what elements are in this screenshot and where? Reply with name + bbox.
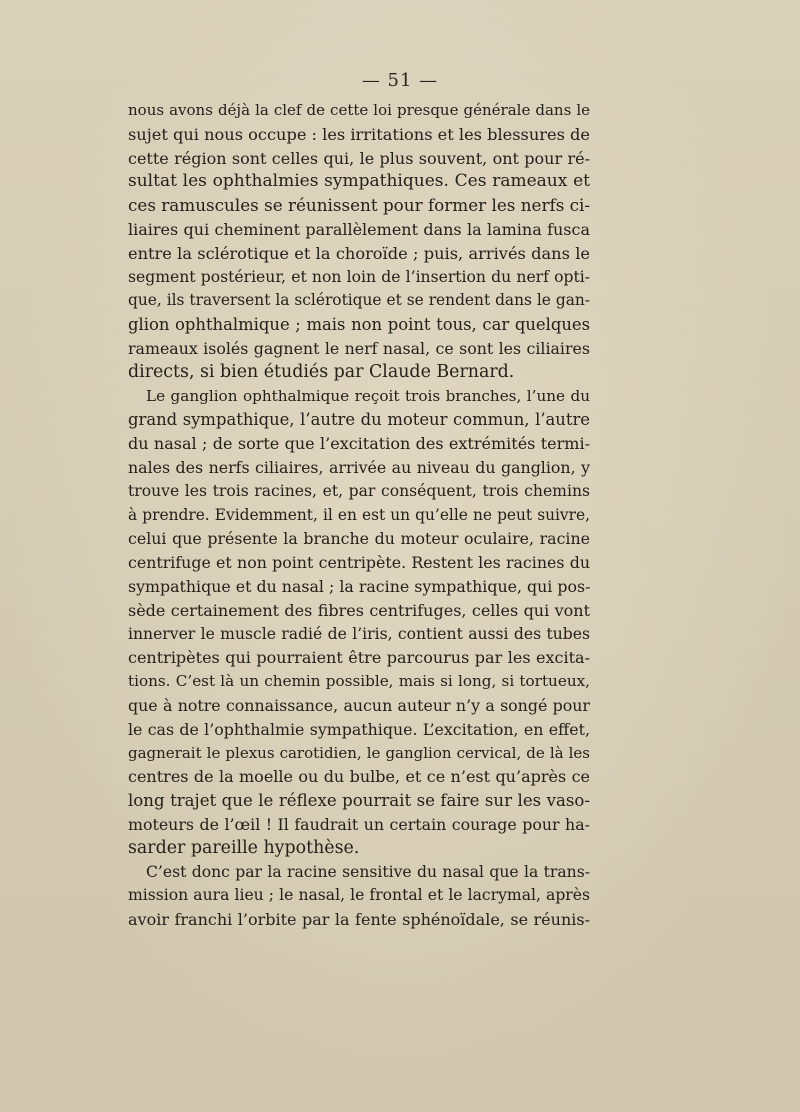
text-line: C’est donc par la racine sensitive du nasal que la trans- bbox=[146, 862, 590, 881]
text-line: glion ophthalmique ; mais non point tous, car quelques bbox=[128, 315, 590, 335]
text-line: le cas de l’ophthalmie sympathique. L’excitation, en effet, bbox=[128, 719, 590, 739]
text-line: long trajet que le réflexe pourrait se faire sur les vaso- bbox=[128, 791, 590, 811]
text-line: cette région sont celles qui, le plus souvent, ont pour ré- bbox=[128, 148, 590, 168]
text-line: que à notre connaissance, aucun auteur n’y a songé pour bbox=[128, 695, 590, 715]
text-line: innerver le muscle radié de l’iris, contient aussi des tubes bbox=[128, 624, 590, 643]
text-line: sultat les ophthalmies sympathiques. Ces rameaux et bbox=[128, 171, 590, 192]
text-line: avoir franchi l’orbite par la fente sphénoïdale, se réunis- bbox=[128, 910, 590, 930]
text-line: ces ramuscules se réunissent pour former les nerfs ci- bbox=[128, 195, 591, 216]
text-line: sujet qui nous occupe : les irritations et les blessures de bbox=[128, 124, 590, 144]
text-line: centres de la moelle ou du bulbe, et ce n’est qu’après ce bbox=[128, 767, 590, 787]
text-line: du nasal ; de sorte que l’excitation des extrémités termi- bbox=[128, 434, 590, 454]
text-line: sympathique et du nasal ; la racine sympathique, qui pos- bbox=[128, 576, 591, 596]
text-line: sarder pareille hypothèse. bbox=[128, 837, 360, 858]
text-line: sède certainement des fibres centrifuges, celles qui vont bbox=[128, 600, 590, 620]
text-line: entre la sclérotique et la choroïde ; puis, arrivés dans le bbox=[128, 243, 590, 263]
text-line: que, ils traversent la sclérotique et se rendent dans le gan- bbox=[128, 291, 590, 310]
text-line: à prendre. Evidemment, il en est un qu’elle ne peut suivre, bbox=[128, 505, 590, 524]
text-line: celui que présente la branche du moteur oculaire, racine bbox=[128, 529, 590, 549]
text-line: moteurs de l’œil ! Il faudrait un certain courage pour ha- bbox=[128, 814, 590, 834]
text-line: centrifuge et non point centripète. Restent les racines du bbox=[128, 553, 590, 573]
text-line: trouve les trois racines, et, par conséquent, trois chemins bbox=[128, 481, 590, 500]
text-line: rameaux isolés gagnent le nerf nasal, ce sont les ciliaires bbox=[128, 338, 590, 358]
text-line: nous avons déjà la clef de cette loi presque générale dans le bbox=[128, 101, 590, 119]
text-line: centripètes qui pourraient être parcourus par les excita- bbox=[128, 648, 590, 668]
text-line: mission aura lieu ; le nasal, le frontal et le lacrymal, après bbox=[128, 886, 590, 905]
text-line: Le ganglion ophthalmique reçoit trois branches, l’une du bbox=[146, 386, 590, 405]
text-line: tions. C’est là un chemin possible, mais si long, si tortueux, bbox=[128, 672, 590, 691]
text-line: directs, si bien étudiés par Claude Bernard. bbox=[128, 361, 515, 382]
page-number: — 51 — bbox=[361, 70, 439, 91]
text-line: liaires qui cheminent parallèlement dans la lamina fusca bbox=[128, 219, 590, 239]
text-line: gagnerait le plexus carotidien, le ganglion cervical, de là les bbox=[128, 743, 590, 762]
text-line: nales des nerfs ciliaires, arrivée au niveau du ganglion, y bbox=[128, 457, 590, 477]
text-line: grand sympathique, l’autre du moteur commun, l’autre bbox=[128, 410, 590, 430]
text-line: segment postérieur, et non loin de l’insertion du nerf opti- bbox=[128, 267, 590, 286]
body-text bbox=[128, 99, 590, 932]
